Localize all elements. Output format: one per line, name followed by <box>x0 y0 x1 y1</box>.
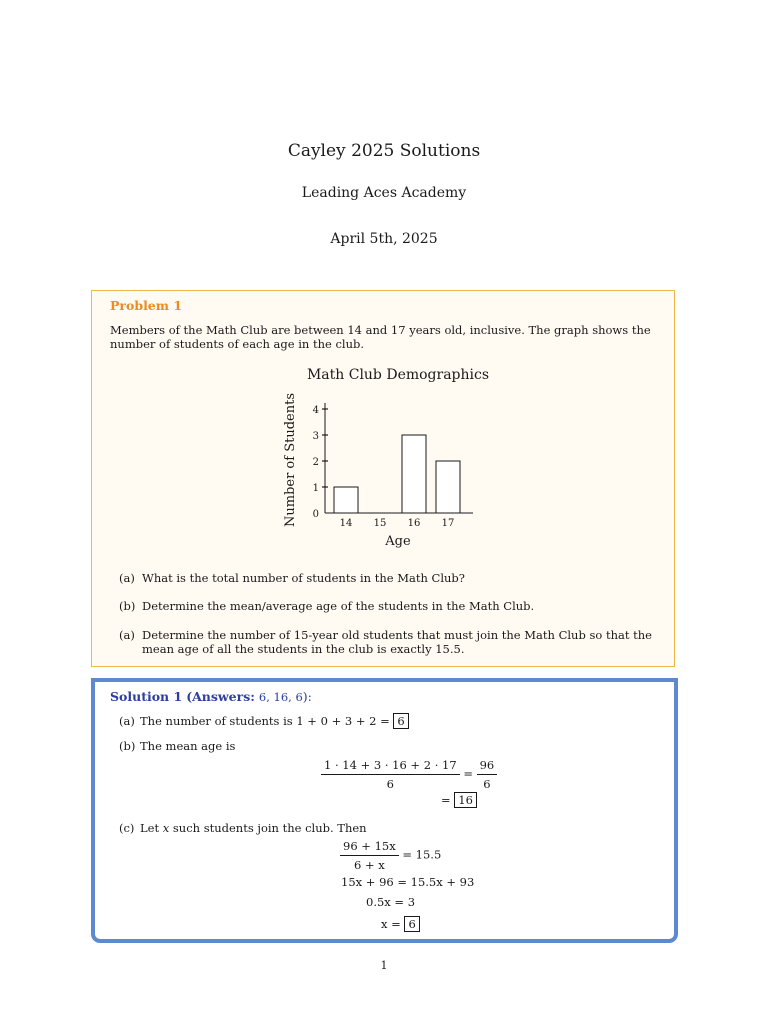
y-tick-label: 0 <box>312 509 319 520</box>
bar-chart <box>282 365 492 555</box>
x-tick-label: 15 <box>373 518 387 529</box>
eq-numerator: 96 + 15x <box>340 839 399 856</box>
mean-numerator: 1 · 14 + 3 · 16 + 2 · 17 <box>321 758 460 775</box>
bar-age-14 <box>334 487 358 513</box>
x-tick-label: 14 <box>339 518 353 529</box>
y-tick-label: 2 <box>312 457 319 468</box>
problem-statement: Members of the Math Club are between 14 and 17 years old, inclusive. The graph shows the number of students of each age in the club. <box>110 323 651 351</box>
part-label: (a) <box>119 714 135 728</box>
x-tick-label: 17 <box>441 518 455 529</box>
boxed-answer: 6 <box>393 713 408 729</box>
answers-close: ): <box>302 689 312 704</box>
answers-label: (Answers: <box>186 689 255 704</box>
question-label: (a) <box>119 628 135 642</box>
rhs-numerator: 96 <box>477 758 498 775</box>
chart-title: Math Club Demographics <box>306 367 490 383</box>
document-organization: Leading Aces Academy <box>301 185 467 201</box>
question-text: Determine the number of 15-year old students that must join the Math Club so that the mean age of all the students in the club is exactly 15.5. <box>142 628 652 656</box>
problem-heading: Problem 1 <box>110 298 183 313</box>
equation-line-3: 0.5x = 3 <box>366 895 416 909</box>
question-b <box>119 599 664 613</box>
part-text: The mean age is <box>140 739 236 753</box>
solution-part-a <box>119 714 659 728</box>
eq-rhs: = 15.5 <box>402 847 442 862</box>
page-number: 1 <box>380 959 388 972</box>
rhs-denominator: 6 <box>483 777 491 791</box>
variable-x: x <box>162 821 170 835</box>
part-text: Let <box>140 821 160 835</box>
bar-age-16 <box>402 435 426 513</box>
eq-lhs: x = <box>381 917 401 931</box>
bar-age-17 <box>436 461 460 513</box>
boxed-answer: 16 <box>454 792 477 808</box>
equation-line-4 <box>381 917 420 931</box>
solution-part-b <box>119 739 659 753</box>
part-label: (b) <box>119 739 136 753</box>
y-tick-label: 1 <box>312 483 319 494</box>
question-text: Determine the mean/average age of the students in the Math Club. <box>142 599 535 613</box>
part-text: The number of students is 1 + 0 + 3 + 2 = <box>140 714 390 728</box>
eq-denominator: 6 + x <box>353 858 385 872</box>
x-tick-label: 16 <box>407 518 421 529</box>
x-axis-label: Age <box>385 534 411 549</box>
question-c <box>119 628 664 656</box>
document-date: April 5th, 2025 <box>330 231 438 247</box>
question-a <box>119 571 664 585</box>
answers-values: 6, 16, 6 <box>258 690 303 704</box>
part-label: (c) <box>119 821 135 835</box>
solution-title: Solution 1 <box>110 689 183 704</box>
question-label: (b) <box>119 599 136 613</box>
equals-sign: = <box>441 793 451 807</box>
part-text: such students join the club. Then <box>172 821 367 835</box>
y-tick-label: 4 <box>312 405 319 416</box>
boxed-answer: 6 <box>404 916 419 932</box>
mean-fraction <box>321 758 497 791</box>
y-tick-label: 3 <box>312 431 319 442</box>
equals-sign: = <box>463 766 473 781</box>
mean-result <box>441 793 477 807</box>
problem-box <box>91 290 675 667</box>
solution-box <box>91 678 678 943</box>
solution-heading <box>110 689 312 704</box>
question-text: What is the total number of students in the Math Club? <box>142 571 465 585</box>
document-title: Cayley 2025 Solutions <box>287 141 481 161</box>
question-label: (a) <box>119 571 135 585</box>
equation-line-2: 15x + 96 = 15.5x + 93 <box>341 875 475 889</box>
y-axis-label: Number of Students <box>283 393 298 527</box>
equation-line-1 <box>340 839 441 872</box>
mean-denominator: 6 <box>386 777 394 791</box>
solution-part-c <box>119 821 659 835</box>
